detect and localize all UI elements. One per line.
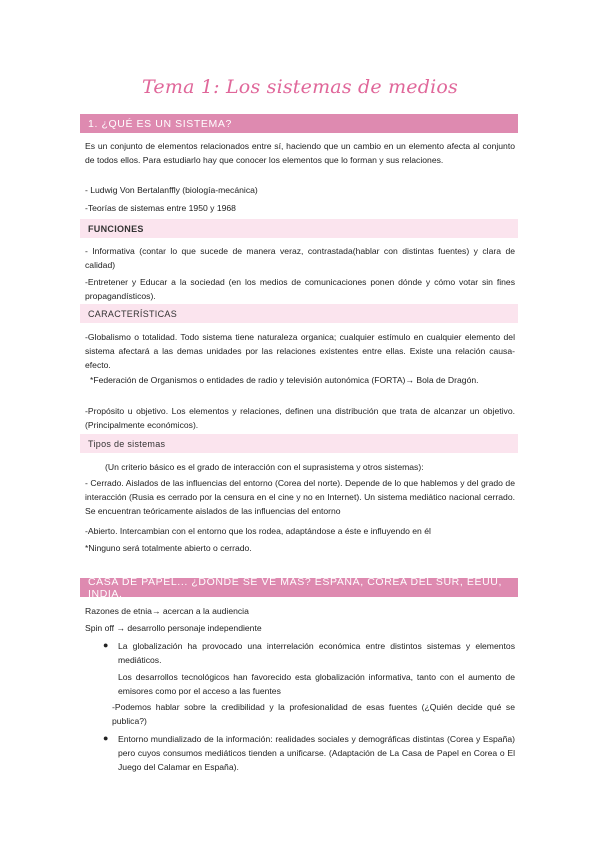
paragraph: -Entretener y Educar a la sociedad (en los medios de comunicaciones ponen dónde y cómo votar sin fines propagandísticos). — [85, 277, 515, 301]
heading-text: Tipos de sistemas — [88, 438, 166, 449]
section-heading-que-es-sistema — [80, 114, 518, 133]
section-heading-tipos — [80, 434, 518, 453]
bullet-icon: ● — [103, 733, 109, 743]
section-heading-caracteristicas — [80, 304, 518, 323]
paragraph: Razones de etnia→ acercan a la audiencia — [85, 606, 249, 616]
paragraph: -Podemos hablar sobre la credibilidad y la profesionalidad de esas fuentes (¿Quién decide qué se publica?) — [112, 702, 515, 726]
paragraph: -Abierto. Intercambian con el entorno que los rodea, adaptándose a éste e influyendo en él — [85, 526, 431, 536]
paragraph: *Federación de Organismos o entidades de radio y televisión autonómica (FORTA)→ Bola de Dragón. — [90, 375, 479, 385]
paragraph: (Un criterio básico es el grado de interacción con el suprasistema y otros sistemas): — [105, 462, 424, 472]
page-title: Tema 1: Los sistemas de medios — [142, 76, 458, 98]
section-heading-funciones — [80, 219, 518, 238]
heading-text: CASA DE PAPEL... ¿DÓNDE SE VE MÁS? ESPAÑA, COREA DEL SUR, EEUU, INDIA. — [88, 575, 502, 600]
bullet-icon: ● — [103, 640, 109, 650]
paragraph: Los desarrollos tecnológicos han favorecido esta globalización informativa, tanto con el aumento de emisores como por el acceso a las fuentes — [118, 672, 515, 696]
paragraph: - Informativa (contar lo que sucede de manera veraz, contrastada(hablar con distintas fuentes) y clara de calidad) — [85, 246, 515, 270]
paragraph: Es un conjunto de elementos relacionados entre sí, haciendo que un cambio en un elemento afecta al conjunto de todos ellos. Para estudiarlo hay que conocer los elementos que lo forman y sus relaciones. — [85, 141, 515, 165]
paragraph: -Globalismo o totalidad. Todo sistema tiene naturaleza organica; cualquier estímulo en cualquier elemento del sistema afectará a las demas unidades por las relaciones existentes entre ellas. Existe una relación causa-efecto. — [85, 332, 515, 370]
paragraph: -Propósito u objetivo. Los elementos y relaciones, definen una distribución que trata de alcanzar un objetivo. (Principalmente económicos). — [85, 406, 515, 430]
heading-text: FUNCIONES — [88, 223, 144, 234]
bullet-item: Entorno mundializado de la información: realidades sociales y demográficas distintas (Corea y España) pero cuyos consumos mediáticos tienden a unificarse. (Adaptación de La Casa de Papel en Corea o El Juego del Calamar en España). — [118, 734, 515, 772]
heading-text: 1. ¿QUÉ ES UN SISTEMA? — [88, 117, 232, 130]
section-heading-casa-de-papel — [80, 575, 518, 600]
paragraph: -Teorías de sistemas entre 1950 y 1968 — [85, 203, 236, 213]
heading-text: CARACTERÍSTICAS — [88, 308, 178, 319]
paragraph: *Ninguno será totalmente abierto o cerrado. — [85, 543, 252, 553]
bullet-item: La globalización ha provocado una interrelación económica entre distintos sistemas y elementos mediáticos. — [118, 641, 515, 665]
paragraph: - Cerrado. Aislados de las influencias del entorno (Corea del norte). Depende de lo que hablemos y del grado de interacción (Rusia es cerrado por la censura en el cine y no en Internet). Un sistema mediático nacional cerrado. Se encuentran teóricamente aislados de las influencias del entorno — [85, 478, 515, 516]
paragraph: - Ludwig Von Bertalanffly (biología-mecánica) — [85, 185, 258, 195]
paragraph: Spin off → desarrollo personaje independiente — [85, 623, 262, 633]
